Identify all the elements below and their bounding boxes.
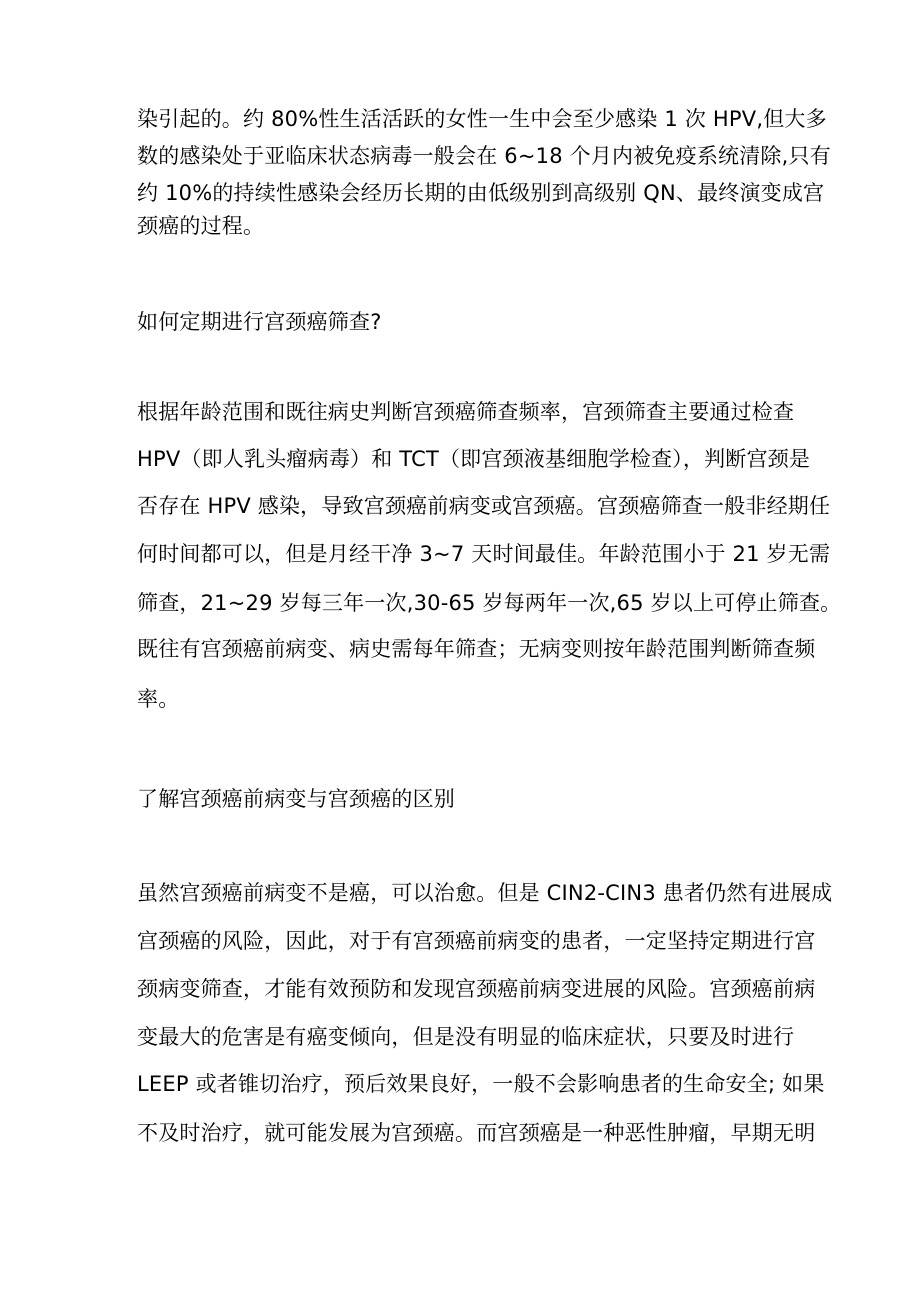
paragraph-3-line-5: LEEP 或者锥切治疗，预后效果良好，一般不会影响患者的生命安全; 如果 xyxy=(137,1072,825,1096)
paragraph-2-line-1: 根据年龄范围和既往病史判断宫颈癌筛查频率，宫颈筛查主要通过检查 xyxy=(137,400,795,424)
paragraph-2-line-2: HPV（即人乳头瘤病毒）和 TCT（即宫颈液基细胞学检查），判断宫颈是 xyxy=(137,447,811,471)
section-heading-screening: 如何定期进行宫颈癌筛查? xyxy=(137,310,382,334)
paragraph-2-line-5: 筛查，21~29 岁每三年一次,30-65 岁每两年一次,65 岁以上可停止筛查。 xyxy=(137,591,842,615)
section-heading-difference: 了解宫颈癌前病变与宫颈癌的区别 xyxy=(137,787,455,811)
paragraph-3-line-2: 宫颈癌的风险，因此，对于有宫颈癌前病变的患者，一定坚持定期进行宫 xyxy=(137,929,816,953)
paragraph-1-line-1: 染引起的。约 80%性生活活跃的女性一生中会至少感染 1 次 HPV,但大多 xyxy=(137,107,827,131)
paragraph-3-line-1: 虽然宫颈癌前病变不是癌，可以治愈。但是 CIN2-CIN3 患者仍然有进展成 xyxy=(137,881,833,905)
paragraph-2-line-3: 否存在 HPV 感染，导致宫颈癌前病变或宫颈癌。宫颈癌筛查一般非经期任 xyxy=(137,494,831,518)
paragraph-2-line-7: 率。 xyxy=(137,687,180,711)
paragraph-2-line-4: 何时间都可以，但是月经干净 3~7 天时间最佳。年龄范围小于 21 岁无需 xyxy=(137,542,831,566)
paragraph-1-line-4: 颈癌的过程。 xyxy=(137,214,265,238)
paragraph-1-line-3: 约 10%的持续性感染会经历长期的由低级别到高级别 QN、最终演变成宫 xyxy=(137,181,825,205)
paragraph-1-line-2: 数的感染处于亚临床状态病毒一般会在 6~18 个月内被免疫系统清除,只有 xyxy=(137,144,831,168)
paragraph-3-line-4: 变最大的危害是有癌变倾向，但是没有明显的临床症状，只要及时进行 xyxy=(137,1025,795,1049)
paragraph-3-line-6: 不及时治疗，就可能发展为宫颈癌。而宫颈癌是一种恶性肿瘤，早期无明 xyxy=(137,1121,816,1145)
paragraph-2-line-6: 既往有宫颈癌前病变、病史需每年筛查；无病变则按年龄范围判断筛查频 xyxy=(137,637,816,661)
paragraph-3-line-3: 颈病变筛查，才能有效预防和发现宫颈癌前病变进展的风险。宫颈癌前病 xyxy=(137,977,816,1001)
